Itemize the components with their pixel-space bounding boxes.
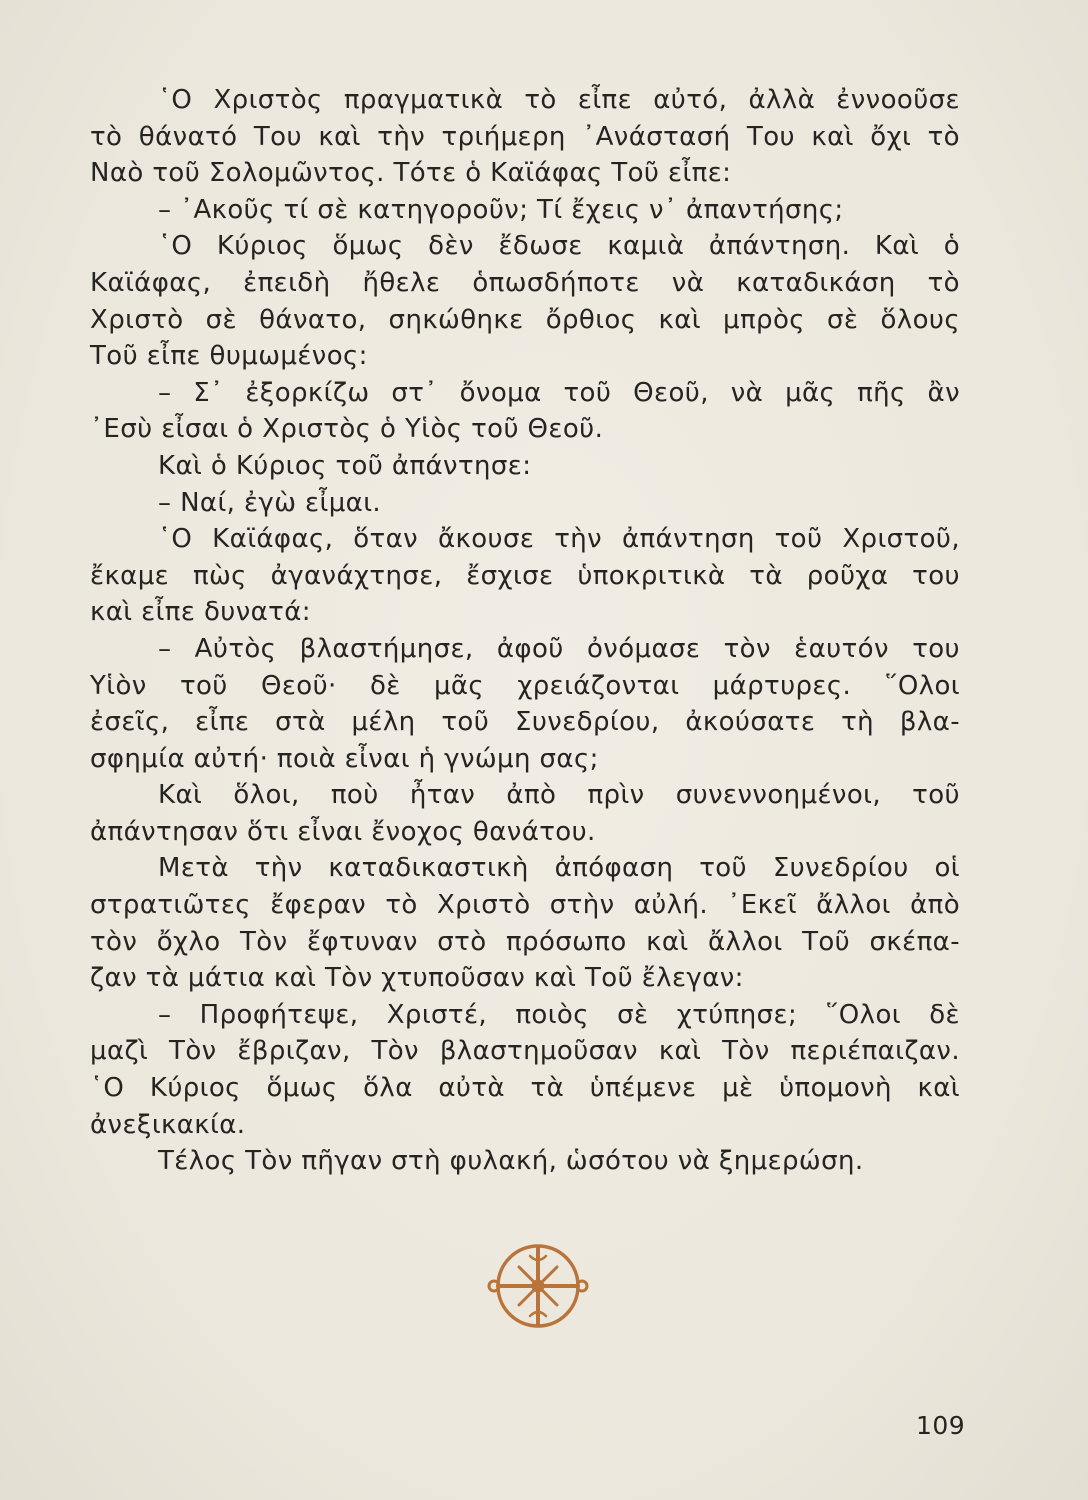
text-line: ἀπάντησαν ὅτι εἶναι ἔνοχος θανάτου. [90,816,596,847]
text-line: Ναὸ τοῦ Σολομῶντος. Τότε ὁ Καϊάφας Τοῦ εἶπε: [90,158,732,189]
text-line: Υἱὸν τοῦ Θεοῦ· δὲ μᾶς χρειάζονται μάρτυρες. ῞Ολοι [90,670,960,701]
text-line: Καϊάφας, ἐπειδὴ ἤθελε ὁπωσδήποτε νὰ καταδικάση τὸ [90,267,960,298]
text-line: ῾Ο Καϊάφας, ὅταν ἄκουσε τὴν ἀπάντηση τοῦ Χριστοῦ, [158,524,960,555]
text-line: – Σ᾿ ἐξορκίζω στ᾿ ὄνομα τοῦ Θεοῦ, νὰ μᾶς πῆς ἂν [158,377,960,408]
text-line: – Προφήτεψε, Χριστέ, ποιὸς σὲ χτύπησε; ῞Ολοι δὲ [158,999,960,1030]
text-line: Τοῦ εἶπε θυμωμένος: [90,341,368,372]
text-line: Μετὰ τὴν καταδικαστικὴ ἀπόφαση τοῦ Συνεδρίου οἱ [158,853,960,884]
text-line: ἀνεξικακία. [90,1109,246,1140]
text-line: Τέλος Τὸν πῆγαν στὴ φυλακή, ὡσότου νὰ ξημερώση. [158,1146,864,1177]
text-line: Καὶ ὁ Κύριος τοῦ ἀπάντησε: [158,450,532,481]
text-line: καὶ εἶπε δυνατά: [90,597,311,628]
cross-medallion-icon [486,1234,590,1338]
text-line: – ᾿Ακοῦς τί σὲ κατηγοροῦν; Τί ἔχεις ν᾿ ἀπαντήσης; [158,194,844,225]
text-line: ῾Ο Κύριος ὅμως δὲν ἔδωσε καμιὰ ἀπάντηση. Καὶ ὁ [158,231,960,262]
text-line: μαζὶ Τὸν ἔβριζαν, Τὸν βλαστημοῦσαν καὶ Τὸν περιέπαιζαν. [90,1036,960,1067]
text-line: ῾Ο Κύριος ὅμως ὅλα αὐτὰ τὰ ὑπέμενε μὲ ὑπομονὴ καὶ [90,1073,960,1104]
text-line: Καὶ ὅλοι, ποὺ ἦταν ἀπὸ πρὶν συνεννοημένοι, τοῦ [158,780,960,811]
text-line: σφημία αὐτή· ποιὰ εἶναι ἡ γνώμη σας; [90,743,599,774]
body-text [90,82,960,1180]
text-line: – Ναί, ἐγὼ εἶμαι. [158,487,382,518]
text-line: ῾Ο Χριστὸς πραγματικὰ τὸ εἶπε αὐτό, ἀλλὰ ἐννοοῦσε [158,85,960,115]
page-number: 109 [916,1411,966,1440]
text-line: ᾿Εσὺ εἶσαι ὁ Χριστὸς ὁ Υἱὸς τοῦ Θεοῦ. [90,414,604,445]
text-line: – Αὐτὸς βλαστήμησε, ἀφοῦ ὀνόμασε τὸν ἑαυτόν του [158,633,960,664]
text-line: τὸ θάνατό Του καὶ τὴν τριήμερη ᾿Ανάστασή Του καὶ ὄχι τὸ [90,121,960,152]
text-line: ἐσεῖς, εἶπε στὰ μέλη τοῦ Συνεδρίου, ἀκούσατε τὴ βλα- [90,707,960,738]
text-line: στρατιῶτες ἔφεραν τὸ Χριστὸ στὴν αὐλή. ᾿Εκεῖ ἄλλοι ἀπὸ [90,890,960,921]
text-line: Χριστὸ σὲ θάνατο, σηκώθηκε ὄρθιος καὶ μπρὸς σὲ ὅλους [90,304,960,335]
text-line: ζαν τὰ μάτια καὶ Τὸν χτυποῦσαν καὶ Τοῦ ἔλεγαν: [90,963,744,994]
text-line: ἔκαμε πὼς ἀγανάχτησε, ἔσχισε ὑποκριτικὰ τὰ ροῦχα του [90,560,960,591]
text-line: τὸν ὄχλο Τὸν ἔφτυναν στὸ πρόσωπο καὶ ἄλλοι Τοῦ σκέπα- [90,926,960,957]
